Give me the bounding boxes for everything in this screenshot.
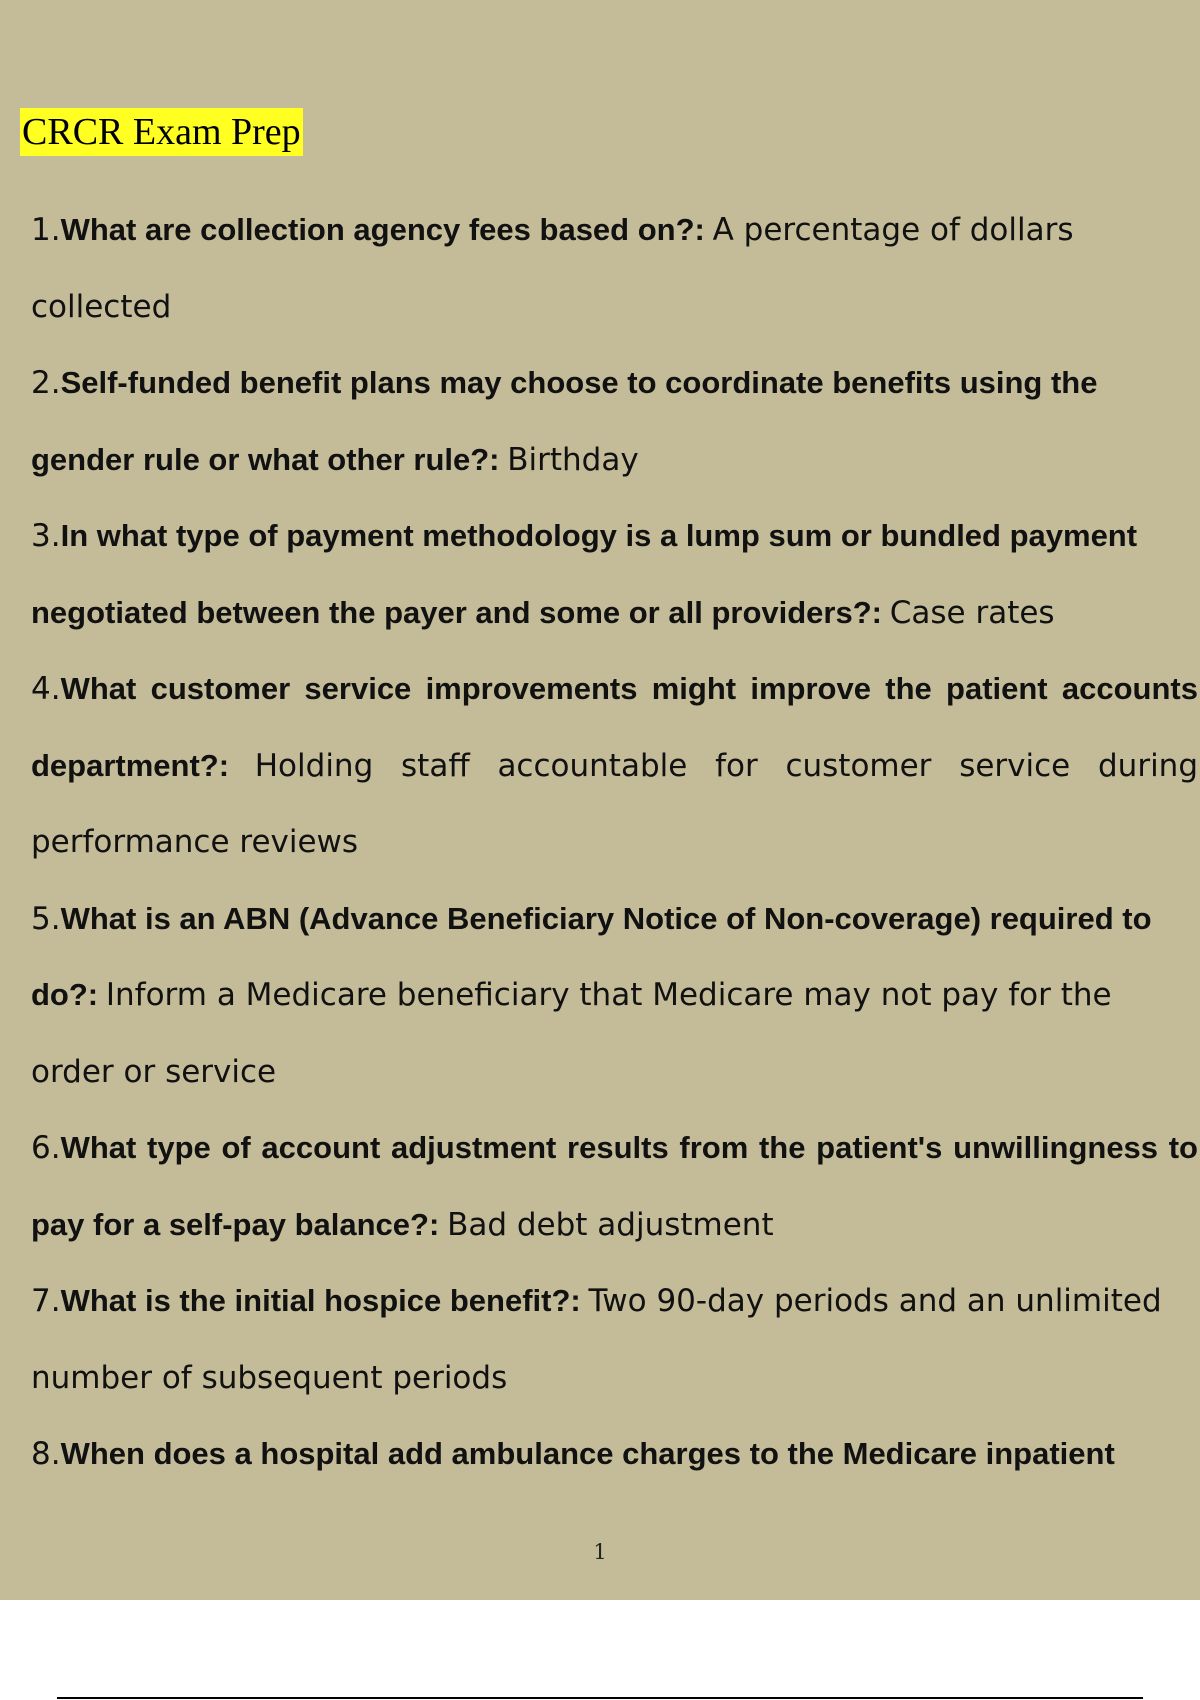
item-number: 4. (31, 671, 61, 707)
question-text: What is the initial hospice benefit?: (60, 1283, 581, 1318)
list-item (31, 1110, 1198, 1263)
item-number: 3. (31, 518, 61, 554)
question-text: When does a hospital add ambulance charges to the Medicare inpatient (60, 1436, 1115, 1471)
list-item (31, 651, 1198, 881)
item-number: 1. (31, 212, 61, 248)
answer-text: Inform a Medicare beneficiary that Medicare may not pay for the order or service (31, 977, 1112, 1090)
document-title: CRCR Exam Prep (20, 108, 303, 156)
question-text: What are collection agency fees based on?: (60, 212, 705, 247)
answer-text: Holding staff accountable for customer service during performance reviews (31, 747, 1199, 860)
item-number: 6. (31, 1130, 61, 1166)
answer-text: Case rates (889, 594, 1055, 631)
question-text: In what type of payment methodology is a lump sum or bundled payment negotiated between the payer and some or all providers?: (31, 518, 1138, 630)
answer-text: A percentage of dollars collected (31, 212, 1074, 325)
question-text: What type of account adjustment results from the patient's unwillingness to pay for a self-pay balance?: (31, 1130, 1198, 1242)
answer-text: Two 90-day periods and an unlimited number of subsequent periods (31, 1283, 1162, 1396)
item-number: 8. (31, 1436, 61, 1472)
list-item (31, 192, 1198, 345)
list-item (31, 498, 1198, 651)
question-text: Self-funded benefit plans may choose to coordinate benefits using the gender rule or what other rule?: (31, 365, 1098, 477)
list-item (31, 1263, 1198, 1416)
list-item (31, 881, 1198, 1111)
item-number: 2. (31, 365, 61, 401)
list-item (31, 1416, 1198, 1493)
question-list (31, 192, 1198, 1493)
answer-text: Birthday (507, 441, 639, 478)
item-number: 7. (31, 1283, 61, 1319)
footer-divider (57, 1697, 1143, 1699)
answer-text: Bad debt adjustment (447, 1206, 774, 1243)
list-item (31, 345, 1198, 498)
question-text: What customer service improvements might improve the patient accounts department?: (31, 671, 1198, 783)
question-text: What is an ABN (Advance Beneficiary Notice of Non-coverage) required to do?: (31, 900, 1152, 1012)
page-number: 1 (593, 1540, 607, 1564)
item-number: 5. (31, 900, 61, 937)
